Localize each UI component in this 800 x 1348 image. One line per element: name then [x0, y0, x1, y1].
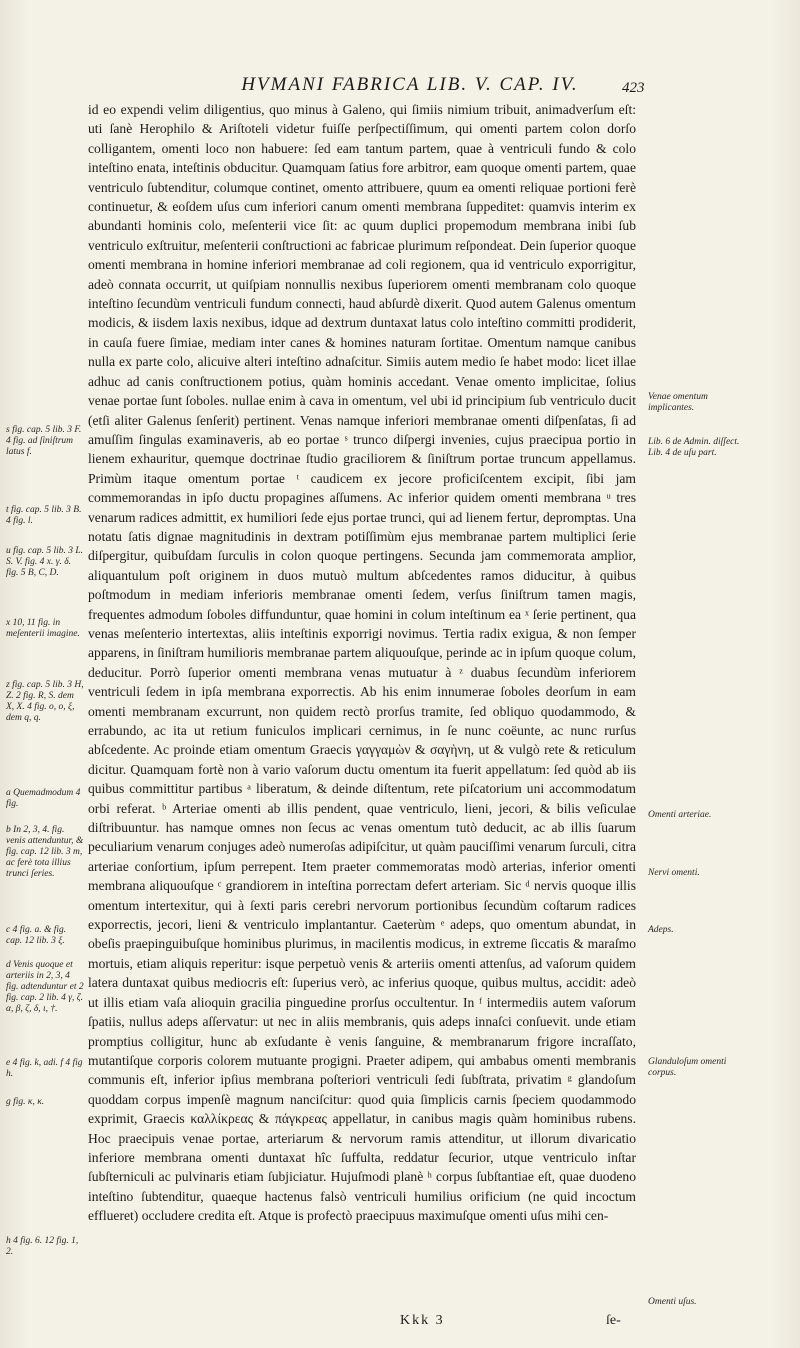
- left-marginal-note: a Quemadmodum 4 fig.: [6, 788, 81, 809]
- left-marginal-note: t fig. cap. 5 lib. 3 B. 4 fig. l.: [6, 505, 82, 526]
- left-marginal-note: b In 2, 3, 4. fig. venis attenduntur, & fig. cap. 12 lib. 3 m, ac ferè tota illius trunci ſeries.: [6, 825, 84, 879]
- right-marginal-note: Glanduloſum omenti corpus.: [648, 1057, 727, 1078]
- left-marginal-note: d Venis quoque et arteriis in 2, 3, 4 fig. adtenduntur et 2 fig. cap. 2 lib. 4 γ, ζ. α, β, ζ, δ, ι, †.: [6, 960, 84, 1014]
- right-marginal-note: Omenti arteriae.: [648, 810, 712, 820]
- main-text: [88, 100, 636, 1250]
- page-number: 423: [622, 80, 645, 96]
- right-marginal-note: Adeps.: [648, 925, 674, 935]
- left-marginal-note: s fig. cap. 5 lib. 3 F. 4 fig. ad ſiniſtrum latus f.: [6, 425, 82, 457]
- right-marginal-note: Lib. 6 de Admin. diſſect. Lib. 4 de uſu part.: [648, 437, 740, 458]
- right-marginal-note: Venae omentum implicantes.: [648, 392, 708, 413]
- right-marginal-note: Nervi omenti.: [648, 868, 700, 878]
- left-marginal-note: x 10, 11 fig. in meſenterii imagine.: [6, 618, 80, 639]
- right-marginal-note: Omenti uſus.: [648, 1297, 697, 1307]
- running-title: HVMANI FABRICA LIB. V. CAP. IV.: [241, 74, 579, 95]
- body-paragraph: id eo expendi velim diligentius, quo minus à Galeno, qui ſimiis nimium tribuit, animadverſum eſt: uti ſanè Herophilo & Ariſtoteli videtur fuiſſe perſpectiſſimum, qui omenti partem colon dorſo colligantem, omenti loco non habuere: ſed eam tantum partem, quae à ventriculi fundo & colo inteſtino enata, inteſtinis obducitur. Quamquam ſatius fore arbitror, eam quoque omenti partem, quae ventriculo ſubtenditur, columque continet, omento attribuere, quum ea omenti reliquae portioni ferè continuetur, & eoſdem uſus cum inferiori canum omenti membrana ſuppeditet: quamvis interim ex abundanti hominis colo, meſenterii vice ſit: ac quum duplici propemodum membrana inibi ſub ventriculo exſtruitur, meſenterii conſtructioni ac fabricae plurimum reſpondeat. Dein ſuperior quoque omenti membrana in homine inferiori membranae ad coli regionem, qua id ventriculo exporrigitur, adeò connata occurrit, ut quiſpiam nonnullis nexibus ſuperiorem omenti membranam colo quoque inteſtino ſecundùm ventriculi fundum connecti, haud abſurdè dixerit. Quod autem Galenus omentum modicis, & iisdem laxis nexibus, idque ad dextrum duntaxat latus colo inteſtino committi prodiderit, in cauſa fuere ſimiae, mediam inter canes & homines naturam ſortitae. Omentum namque canibus nulla ex parte colo, alicuive alteri inteſtino adnaſcitur. Simiis autem medio ſe habet modo: licet illae adhuc ad canis conſtructionem potius, quàm hominis accedant. Venae omento implicitae, ſolius venae portae ſunt ſoboles. nullae enim à cava in omentum, vel ubi id principium ſub ventriculo ducit (etſi aliter Galenus ſenſerit) pertinent. Venas namque inferiori membranae omenti diſpenſatas, ſi ad amuſſim ſingulas examinaveris, ab eo portae ˢ trunco diſpergi invenies, cujus praecipua portio in lienem exhauritur, quemque doctrinae ſtudio graciliorem & ſiniſtrum portae truncum appellamus. Primùm itaque omentum portae ᵗ caudicem ex jecore proficiſcentem excipit, ſibi jam commemorandas in ipſo ductu propagines aſſumens. Ac inferior quidem omenti membrana ᵘ tres venarum radices admittit, ex humiliori ſede ejus portae trunci, qui ad lienem fertur, depromptas. Una notatu ſatis dignae magnitudinis in dextram potiſſimùm ejus membranae partem multiplici ſerie diſpergitur, quibuſdam ſurculis in colon quoque pertingens. Secunda jam commemorata amplior, aliquantulum poſt originem in duos mutuò multum abſcedentes ramos diducitur, à quibus poſtmodum in mediam inferioris membranae omenti ſedem, verſus ſiniſtrum tamen magis, frequentes admodum ſoboles diffunduntur, quae homini in colum inteſtinum ea ˣ ſerie pertinent, qua venas meſenterio intertextas, aliis inteſtinis exporrigi novimus. Tertia radix exigua, & non ſemper apparens, in ſiniſtram humilioris membranae partem aliquouſque, perinde ac in ipſum quoque colum, deducitur. Porrò ſuperior omenti membrana venas mutuatur à ᶻ duabus ſecundùm inferiorem ventriculi ſedem in ipſa membrana exporrectis. Ab his enim innumerae ſoboles deorſum in eam omenti membranam excurrunt, non quidem rectò prorſus tramite, ſed obliquo quodammodo, & errabundo, ac ita ut retium funiculos implicari cernimus, in ſe nunc coëunte, ac nunc rurſus abſcedente. Ac proinde etiam omentum Graecis γαγγαμὼν & σαγὴνη, ut & vulgò rete & reticulum dicitur. Quamquam fortè non à vario vaſorum ductu omentum ita fuerit appellatum: ſed quòd ab iis quibus committitur partibus ᵃ liberatum, & deinde diſtentum, rete piſcatorium uni accommodatum orbi referat. ᵇ Arteriae omenti ab illis pendent, quae ventriculo, lieni, jecori, & bilis veſiculae diſtribuuntur. has namque omnes non ſecus ac venas omentum tutò deducit, ac ab illis ſuarum peculiarium venarum conjuges adeò numeroſas adipiſcitur, ut quàm pauciſſimi venarum ſurculi, citra arteriae conſortium, ipſum perrepent. Item praeter commemoratas modò arterias, inferior omenti membrana aliquouſque ᶜ grandiorem in inteſtina porrectam defert arteriam. Sic ᵈ nervis quoque illis omentum intertexitur, qui à ſexti paris cerebri nervorum portionibus ſecundùm coſtarum radices exporrectis, jecori, lieni & ventriculo implantantur. Caeterùm ᵉ adeps, quo omentum abundat, in obeſis praepinguibuſque hominibus plurimus, in macilentis modicus, in extreme ſiccatis & maraſmo mortuis, etiam aliquis reperitur: isque perpetuò venis & arteriis omenti attenſus, ad vaſorum quidem latera duntaxat quibus mediocris eſt: ſuperius verò, ac inferius quoque, quibus multus, accidit: adeò ut illis etiam vaſa alioquin gracilia pinguedine prorſus occultentur. In ᶠ intermediis autem vaſorum ſpatiis, nullus adeps aſſervatur: ut nec in aliis membranis, quis adeps innaſci conſuevit. unde etiam promptius colligitur, hunc ab exſudante è venis ſanguine, & membranarum frigore incraſſato, mutantiſque corporis colorem mutuante progigni. Praeter adipem, qui ambabus omenti membranis communis eſt, inferior ipſius membrana poſteriori ventriculi ſedi ſubſtrata, privatim ᵍ glandoſum quoddam corpus impenſè magnum nanciſcitur: quod quia ſimplicis carnis ſpeciem quodammodo exprimit, Graecis καλλίκρεας & πάγκρεας appellatur, in canibus magis quàm hominibus rubens. Hoc praecipuis venae portae, arteriarum & nervorum ramis attenditur, ut illorum divaricatio inferiore membrana omenti duntaxat hîc ſuffulta, reddatur ſecurior, utque ventriculo inſtar ſubſterniculi ac pulvinaris etiam ſubjiciatur. Hujuſmodi planè ʰ corpus ſubſtantiae eſt, quae duodeno inteſtino ſubtenditur, quaeque hactenus falsò ventriculi humilius orificium (ne quid incoctum efflueret) occludere credita eſt. Atque is profectò praecipuus maximuſque omenti uſus mihi cen-: [88, 102, 636, 1224]
- left-marginal-note: u fig. cap. 5 lib. 3 L. S. V. fig. 4 x. γ. δ. fig. 5 B, C, D.: [6, 546, 84, 578]
- gathering-signature: Kkk 3: [400, 1313, 445, 1328]
- left-marginal-note: e 4 fig. k, adi. f 4 fig h.: [6, 1058, 83, 1079]
- left-marginal-note: h 4 fig. 6. 12 fig. 1, 2.: [6, 1236, 79, 1257]
- left-marginal-note: g fig. κ, κ.: [6, 1097, 45, 1107]
- left-marginal-note: z fig. cap. 5 lib. 3 H, Z. 2 fig. R, S. dem X, X. 4 fig. o, o, ξ, dem q, q.: [6, 680, 84, 723]
- catchword: ſe-: [606, 1313, 621, 1328]
- left-marginal-note: c 4 fig. a. & fig. cap. 12 lib. 3 ξ.: [6, 925, 67, 946]
